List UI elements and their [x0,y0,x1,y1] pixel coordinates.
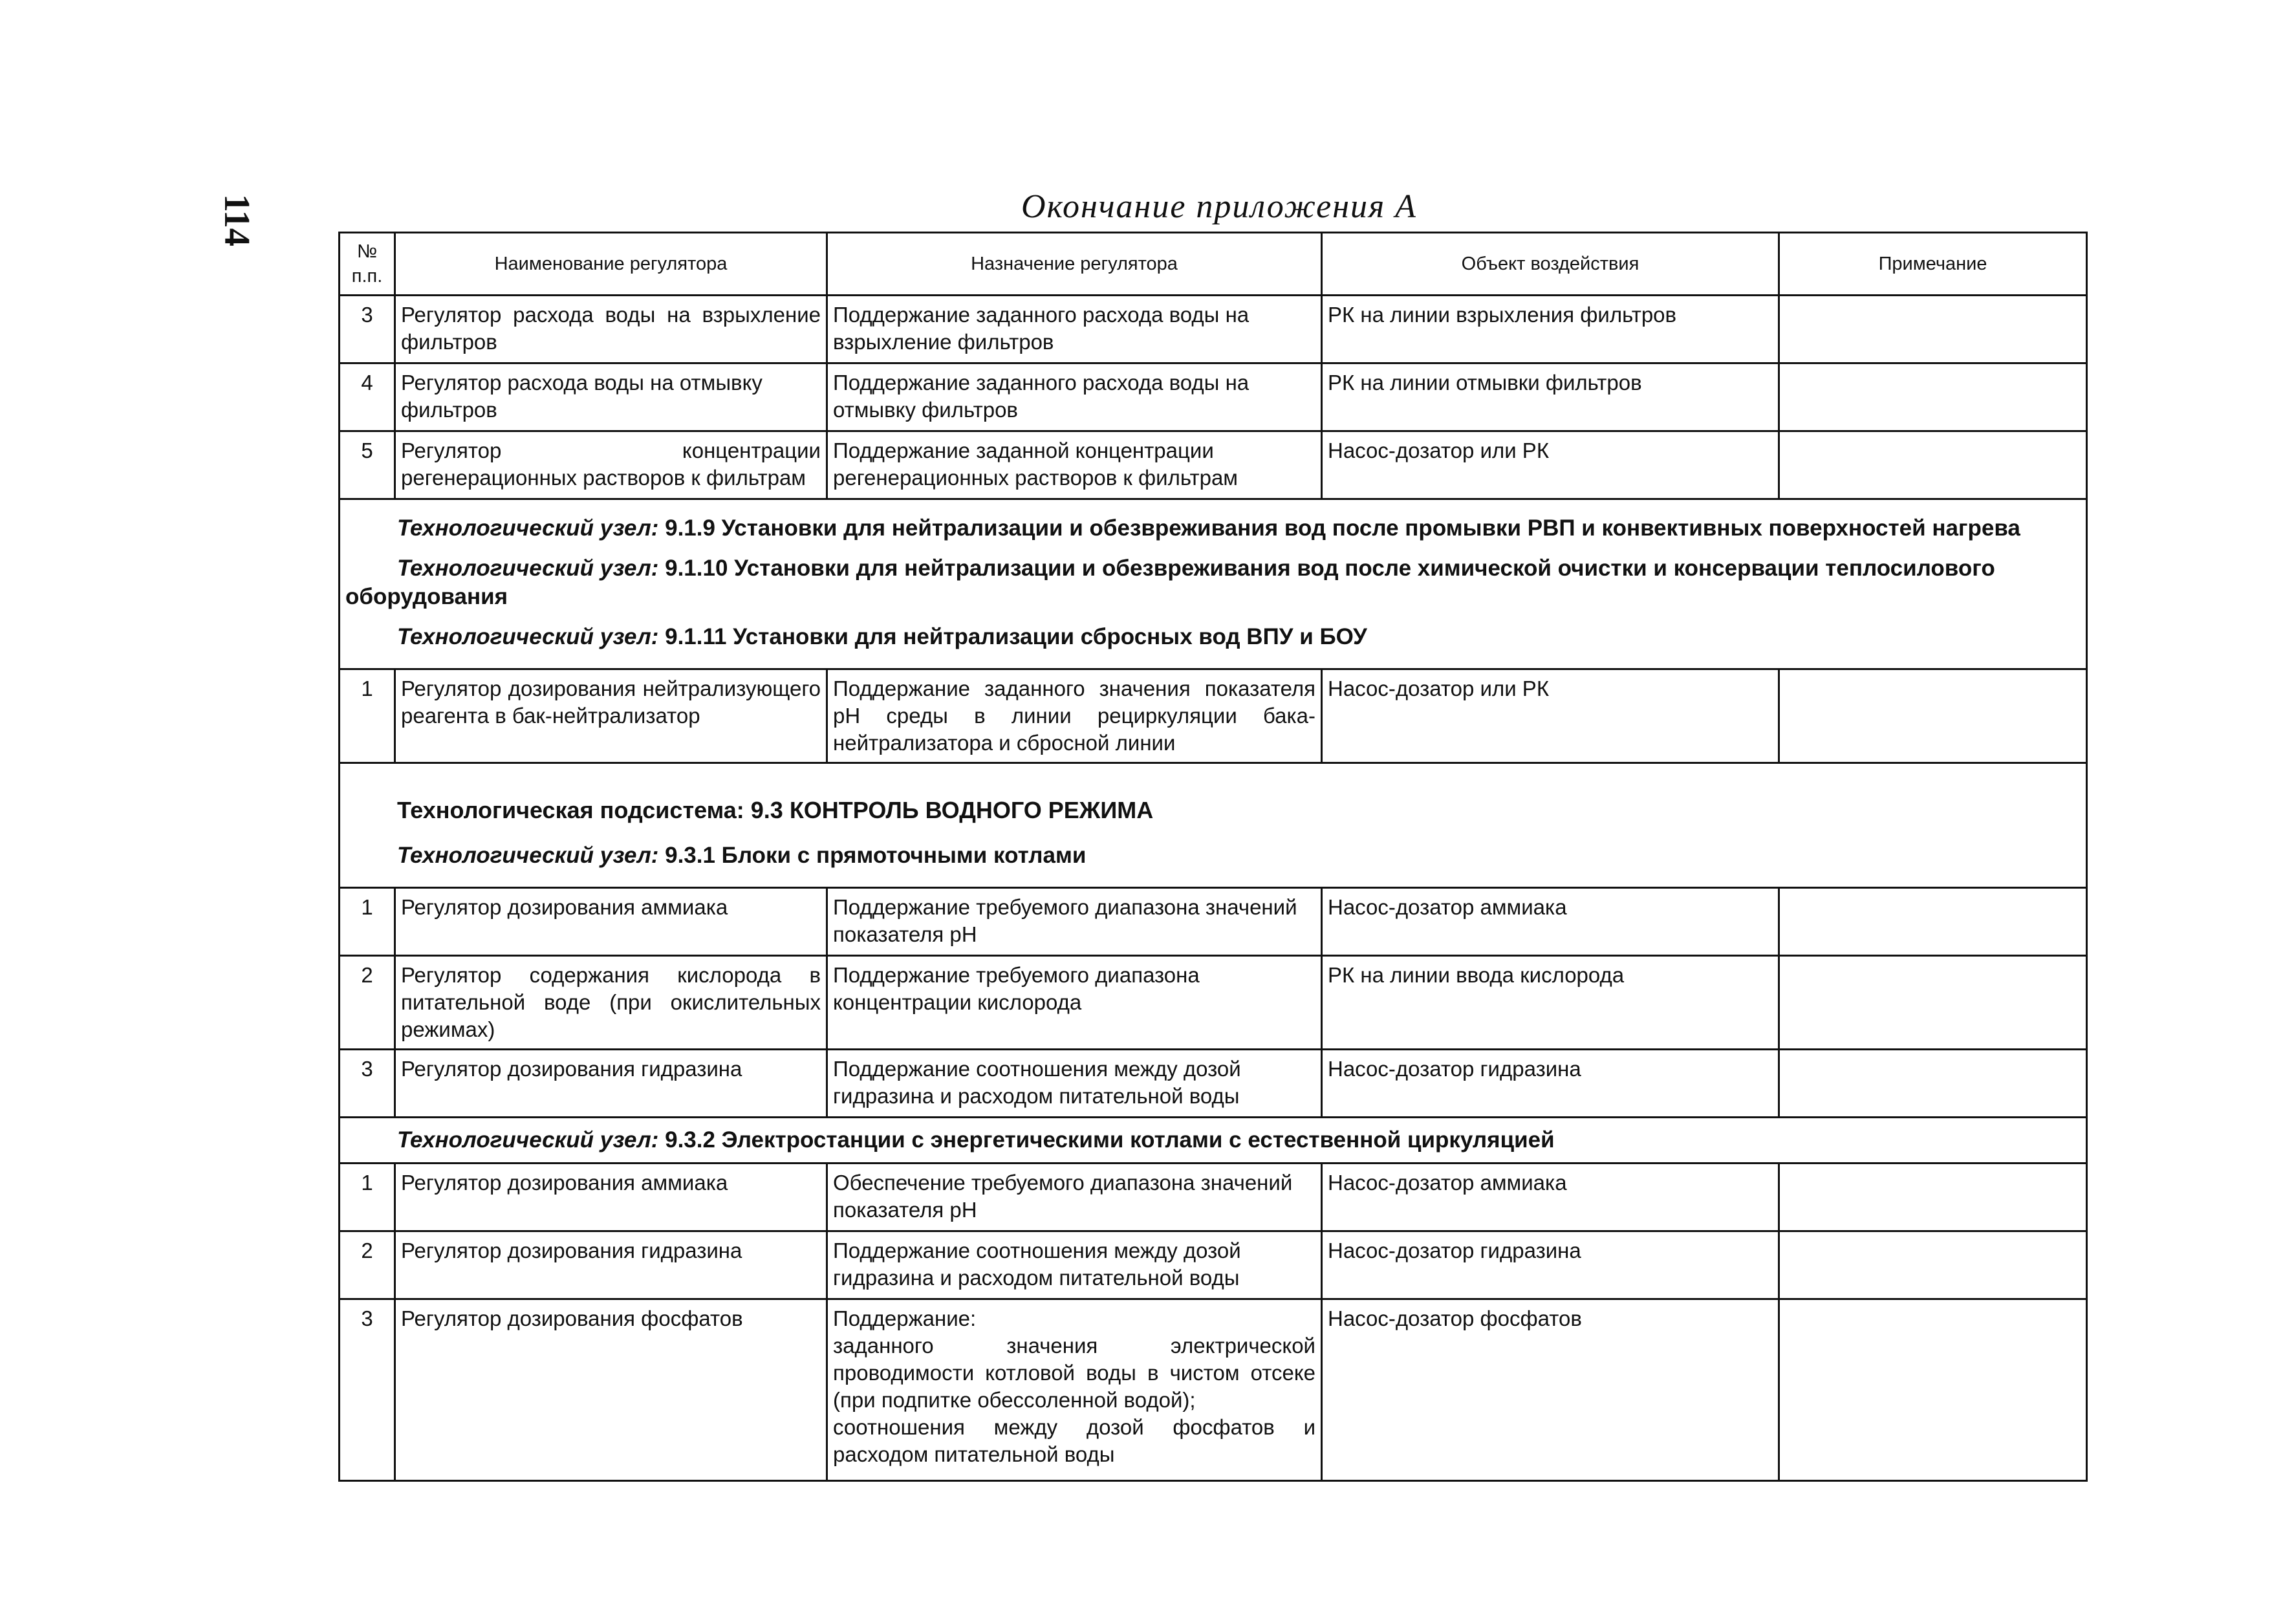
table-row [340,1231,2087,1299]
section-block-1 [340,499,2087,669]
table-header-row [340,233,2087,296]
row-name: Регулятор дозирования нейтрализующего реагента в бак-нейтрализатор [395,669,827,763]
row-num: 2 [340,1231,395,1299]
table-row [340,888,2087,956]
node-heading [397,841,2081,870]
row-object: Насос-дозатор аммиака [1322,1164,1779,1231]
row-purpose: Поддержание заданного значения показателя pH среды в линии рециркуляции бака-нейтрализатора и сбросной линии [827,669,1322,763]
row-object: РК на линии взрыхления фильтров [1322,296,1779,363]
section-block-2 [340,763,2087,888]
row-num: 4 [340,363,395,431]
header-purpose: Назначение регулятора [827,233,1322,296]
node-title: 9.1.10 Установки для нейтрализации и обезвреживания вод после химической очистки и консервации теплосилового оборудования [345,556,1995,609]
header-num: № п.п. [340,233,395,296]
row-purpose: Поддержание заданного расхода воды на отмывку фильтров [827,363,1322,431]
row-num: 3 [340,1050,395,1118]
table-row [340,431,2087,499]
node-title: 9.1.11 Установки для нейтрализации сбросных вод ВПУ и БОУ [658,624,1367,649]
section-row [340,1118,2087,1164]
row-name: Регулятор дозирования аммиака [395,1164,827,1231]
node-heading [345,554,2081,611]
row-object: Насос-дозатор или РК [1322,669,1779,763]
page-title [0,188,2283,226]
row-object: РК на линии ввода кислорода [1322,956,1779,1050]
row-object: РК на линии отмывки фильтров [1322,363,1779,431]
row-purpose: Обеспечение требуемого диапазона значений показателя pH [827,1164,1322,1231]
row-object: Насос-дозатор гидразина [1322,1231,1779,1299]
row-num: 1 [340,888,395,956]
row-purpose: Поддержание соотношения между дозой гидразина и расходом питательной воды [827,1231,1322,1299]
section-row [340,763,2087,888]
row-note [1779,1299,2087,1481]
node-heading [397,514,2081,543]
page-number: 114 [217,194,257,246]
row-object: Насос-дозатор фосфатов [1322,1299,1779,1481]
row-name: Регулятор концентрации регенерационных растворов к фильтрам [395,431,827,499]
node-lead: Технологический узел: [397,624,659,649]
row-name: Регулятор содержания кислорода в питательной воде (при окислительных режимах) [395,956,827,1050]
row-purpose: Поддержание заданного расхода воды на взрыхление фильтров [827,296,1322,363]
row-note [1779,956,2087,1050]
table-row [340,363,2087,431]
purpose-line: соотношения между дозой фосфатов и расходом питательной воды [833,1415,1315,1466]
row-note [1779,1231,2087,1299]
table-row [340,1050,2087,1118]
node-lead: Технологический узел: [397,1127,659,1153]
row-note [1779,1164,2087,1231]
purpose-line: заданного значения электрической проводимости котловой воды в чистом отсеке (при подпитке обессоленной водой); [833,1334,1315,1412]
node-title: 9.3.2 Электростанции с энергетическими котлами с естественной циркуляцией [658,1127,1555,1153]
row-name: Регулятор дозирования фосфатов [395,1299,827,1481]
row-name: Регулятор расхода воды на взрыхление фильтров [395,296,827,363]
row-note [1779,1050,2087,1118]
table-row [340,956,2087,1050]
table-row [340,1164,2087,1231]
row-note [1779,888,2087,956]
table-row [340,296,2087,363]
header-name: Наименование регулятора [395,233,827,296]
row-purpose: Поддержание соотношения между дозой гидразина и расходом питательной воды [827,1050,1322,1118]
row-note [1779,363,2087,431]
node-title: 9.1.9 Установки для нейтрализации и обезвреживания вод после промывки РВП и конвективных поверхностей нагрева [658,515,2020,541]
row-purpose: Поддержание требуемого диапазона концентрации кислорода [827,956,1322,1050]
table-row [340,1299,2087,1481]
row-name: Регулятор дозирования гидразина [395,1231,827,1299]
node-heading [397,1126,2081,1154]
row-note [1779,431,2087,499]
subsystem-heading: Технологическая подсистема: 9.3 КОНТРОЛЬ ВОДНОГО РЕЖИМА [397,797,1154,823]
node-title: 9.3.1 Блоки с прямоточными котлами [658,843,1087,868]
row-num: 1 [340,669,395,763]
row-purpose: Поддержание заданной концентрации регенерационных растворов к фильтрам [827,431,1322,499]
row-object: Насос-дозатор аммиака [1322,888,1779,956]
row-purpose [827,1299,1322,1481]
header-object: Объект воздействия [1322,233,1779,296]
node-lead: Технологический узел: [397,556,659,581]
row-name: Регулятор дозирования гидразина [395,1050,827,1118]
row-object: Насос-дозатор гидразина [1322,1050,1779,1118]
row-num: 1 [340,1164,395,1231]
row-purpose: Поддержание требуемого диапазона значений показателя pH [827,888,1322,956]
row-name: Регулятор расхода воды на отмывку фильтров [395,363,827,431]
node-lead: Технологический узел: [397,843,659,868]
node-heading [397,623,2081,651]
purpose-line: Поддержание: [833,1306,977,1330]
row-num: 3 [340,296,395,363]
node-lead: Технологический узел: [397,515,659,541]
row-object: Насос-дозатор или РК [1322,431,1779,499]
row-name: Регулятор дозирования аммиака [395,888,827,956]
row-num: 2 [340,956,395,1050]
page-title-text: Окончание приложения А [1021,188,1417,225]
header-note: Примечание [1779,233,2087,296]
row-num: 3 [340,1299,395,1481]
regulators-table [338,232,2088,1482]
table-row [340,669,2087,763]
row-note [1779,296,2087,363]
section-block-3 [340,1118,2087,1164]
row-num: 5 [340,431,395,499]
section-row [340,499,2087,669]
row-note [1779,669,2087,763]
